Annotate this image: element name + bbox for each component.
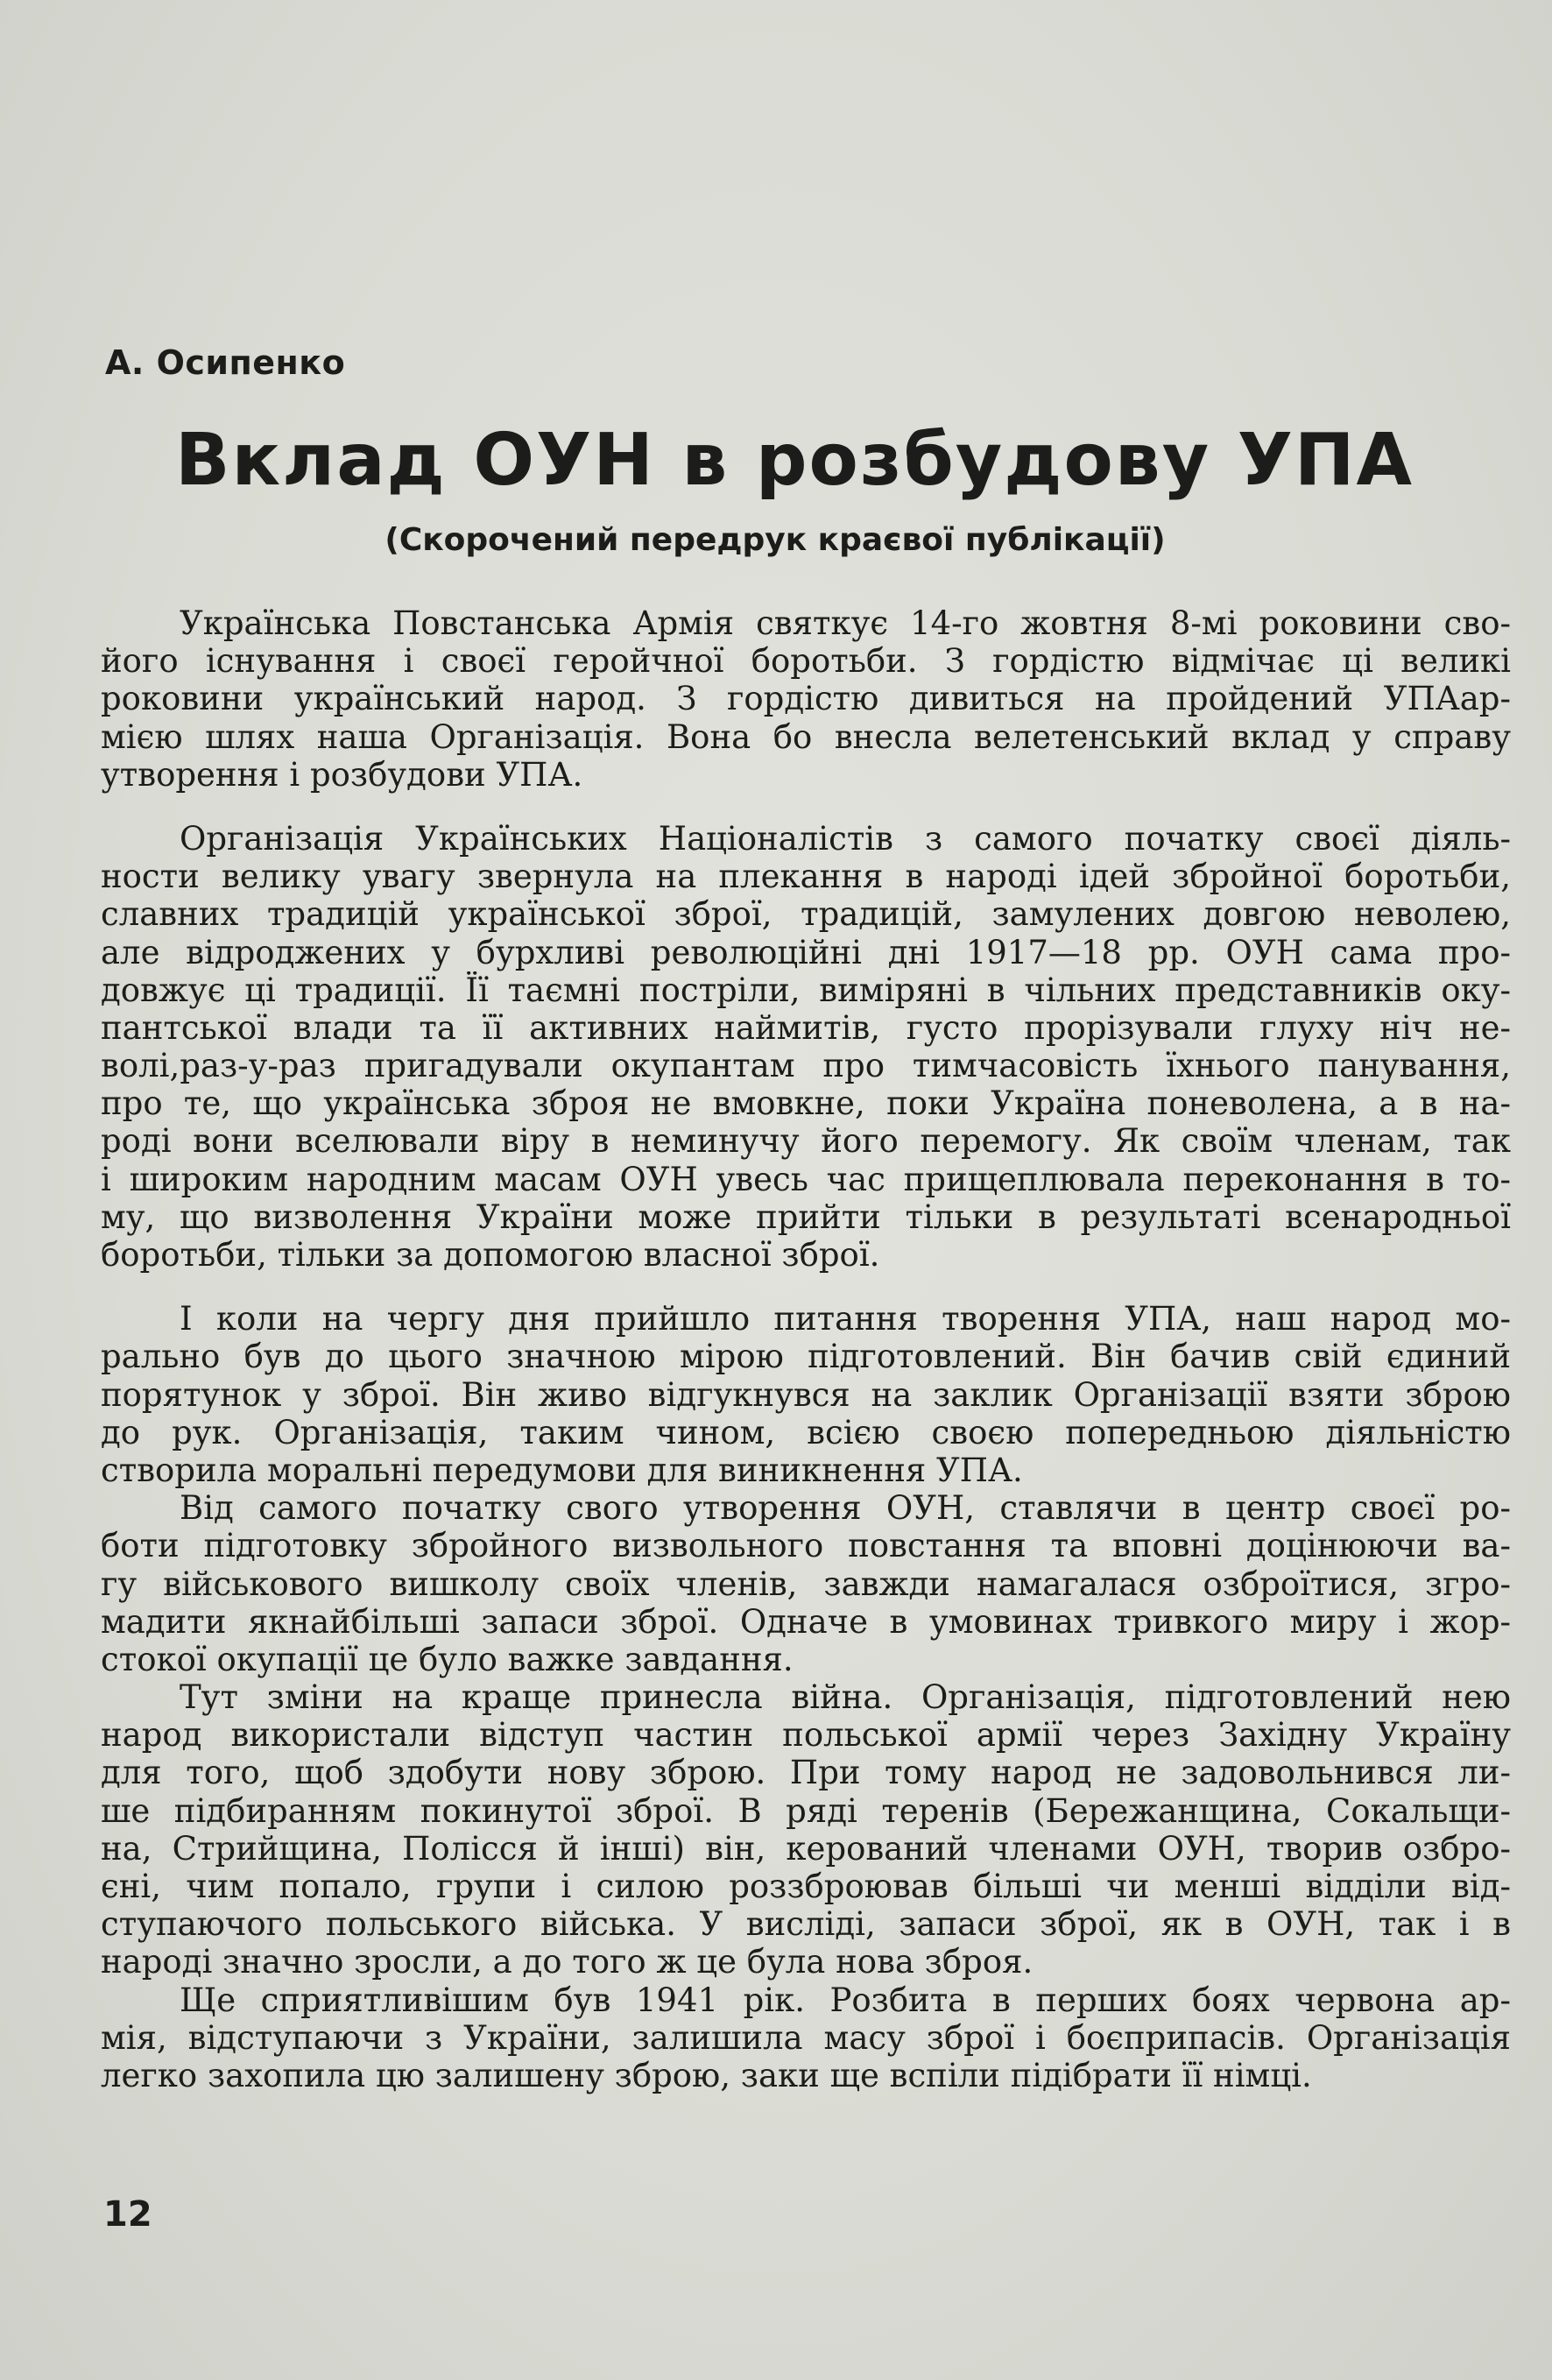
text-line: мадити якнайбільші запаси зброї. Одначе в умовинах тривкого миру і жор-	[101, 1602, 1511, 1641]
text-line: ности велику увагу звернула на плекання в народі ідей збройної боротьби,	[101, 858, 1511, 896]
text-line: народ використали відступ частин польської армії через Західну Україну	[101, 1716, 1511, 1755]
author-name: А. Осипенко	[105, 343, 346, 382]
text-line: і широким народним масам ОУН увесь час прищеплювала переконання в то-	[101, 1160, 1511, 1198]
text-line: боти підготовку збройного визвольного повстання та вповні доцінюючи ва-	[101, 1527, 1511, 1565]
text-line: гу військового вишколу своїх членів, завжди намагалася озброїтися, згро-	[101, 1564, 1511, 1603]
text-line: утворення і розбудови УПА.	[101, 755, 583, 794]
text-line: Ще сприятливішим був 1941 рік. Розбита в перших боях червона ар-	[180, 1981, 1511, 2019]
text-line: роковини український народ. З гордістю дивиться на пройдений УПАар-	[101, 680, 1511, 718]
text-line: Організація Українських Націоналістів з самого початку своєї діяль-	[180, 819, 1511, 858]
text-line: стокої окупації це було важке завдання.	[101, 1640, 794, 1678]
text-line: мією шлях наша Організація. Вона бо внесла велетенський вклад у справу	[101, 717, 1511, 756]
text-line: рально був до цього значною мірою підготовлений. Він бачив свій єдиний	[101, 1338, 1511, 1376]
text-line: Від самого початку свого утворення ОУН, ставлячи в центр своєї ро-	[180, 1489, 1511, 1528]
text-line: му, що визволення України може прийти тільки в результаті всенародньої	[101, 1197, 1511, 1236]
text-line: на, Стрийщина, Полісся й інші) він, керований членами ОУН, творив озбро-	[101, 1829, 1511, 1868]
text-line: пантської влади та її активних наймитів, густо прорізували глуху ніч не-	[101, 1008, 1511, 1047]
text-line: ступаючого польського війська. У висліді, запаси зброї, як в ОУН, так і в	[101, 1905, 1511, 1944]
article-subtitle: (Скорочений передрук краєвої публікації)	[384, 522, 1166, 558]
text-line: Тут зміни на краще принесла війна. Організація, підготовлений нею	[180, 1678, 1511, 1717]
text-line: легко захопила цю залишену зброю, заки ще вспіли підібрати її німці.	[101, 2056, 1312, 2094]
paragraph-gap	[101, 1274, 1511, 1300]
page-number: 12	[103, 2194, 152, 2235]
text-line: але відроджених у бурхливі революційні дні 1917—18 рр. ОУН сама про-	[101, 933, 1511, 971]
text-line: мія, відступаючи з України, залишила масу зброї і боєприпасів. Організація	[101, 2018, 1511, 2057]
paragraph-gap	[101, 794, 1511, 820]
text-line: боротьби, тільки за допомогою власної зброї.	[101, 1236, 880, 1274]
text-line: його існування і своєї геройчної боротьби. З гордістю відмічає ці великі	[101, 642, 1511, 681]
article-title: Вклад ОУН в розбудову УПА	[175, 419, 1414, 502]
text-line: Українська Повстанська Армія святкує 14-го жовтня 8-мі роковини сво-	[180, 604, 1511, 642]
text-line: народі значно зросли, а до того ж це була нова зброя.	[101, 1943, 1033, 1981]
text-line: створила моральні передумови для виникнення УПА.	[101, 1451, 1023, 1489]
text-line: довжує ці традиції. Її таємні постріли, виміряні в чільних представників оку-	[101, 971, 1511, 1009]
text-line: порятунок у зброї. Він живо відгукнувся на заклик Організації взяти зброю	[101, 1375, 1511, 1414]
text-line: єні, чим попало, групи і силою роззброював більші чи менші відділи від-	[101, 1868, 1511, 1905]
article-body	[101, 604, 1511, 2094]
text-line: волі,раз-у-раз пригадували окупантам про тимчасовість їхнього панування,	[101, 1047, 1511, 1085]
text-line: для того, щоб здобути нову зброю. При тому народ не задовольнився ли-	[101, 1754, 1511, 1792]
text-line: славних традицій української зброї, традицій, замулених довгою неволею,	[101, 895, 1511, 934]
text-line: до рук. Організація, таким чином, всією своєю попередньою діяльністю	[101, 1413, 1511, 1451]
text-line: роді вони вселювали віру в неминучу його перемогу. Як своїм членам, так	[101, 1122, 1511, 1161]
text-line: про те, що українська зброя не вмовкне, поки Україна поневолена, а в на-	[101, 1084, 1511, 1123]
text-line: І коли на чергу дня прийшло питання творення УПА, наш народ мо-	[180, 1300, 1511, 1338]
text-line: ше підбиранням покинутої зброї. В ряді теренів (Бережанщина, Сокальщи-	[101, 1791, 1511, 1830]
